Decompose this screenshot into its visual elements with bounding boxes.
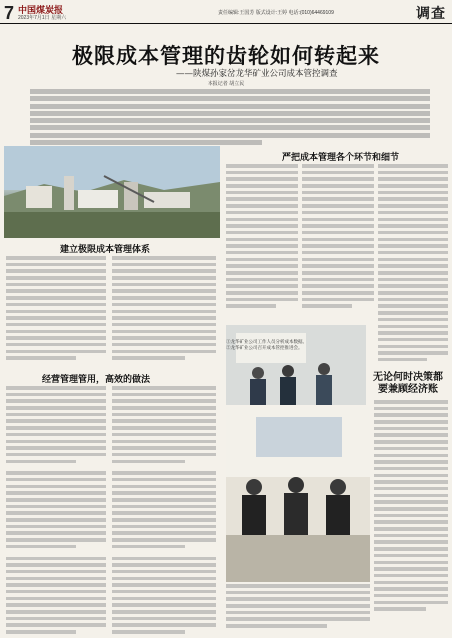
text-column-3c — [378, 164, 448, 370]
meeting-photo-1 — [226, 325, 366, 405]
section-title-1: 建立极限成本管理体系 — [60, 244, 151, 254]
text-column-3b — [302, 164, 374, 322]
article-headline: 极限成本管理的齿轮如何转起来 — [72, 45, 380, 68]
meeting-illustration-2 — [226, 407, 370, 582]
meeting-photo-2 — [226, 407, 370, 582]
text-column-3a — [226, 164, 298, 322]
section-title-2: 经营管理管用，高效的做法 — [42, 374, 151, 384]
text-column-2a — [6, 386, 106, 634]
sidebar-text — [374, 400, 448, 634]
page-number: 7 — [4, 3, 15, 23]
editor-credits: 责任编辑:王国芳 版式设计:王婷 电话:(010)64469109 — [218, 10, 334, 16]
meeting-illustration-1 — [226, 325, 366, 405]
article-subheadline: ——陕煤孙家岔龙华矿业公司成本管控调查 — [176, 69, 338, 79]
section-title-3: 严把成本管理各个环节和细节 — [282, 152, 400, 162]
masthead — [0, 0, 452, 24]
article-byline: 本报记者 胡立民 — [207, 81, 245, 87]
text-column-1b — [112, 256, 216, 364]
mine-site-photo — [4, 146, 220, 238]
caption-text-2: ②龙华矿业公司召开成本管控推进会。 — [226, 346, 303, 351]
paper-date: 2023年7月1日 星期六 — [18, 15, 67, 21]
text-column-4 — [226, 584, 370, 634]
text-column-1a — [6, 256, 106, 364]
paper-name: 中国煤炭报 — [18, 5, 64, 15]
article-lede — [30, 89, 430, 145]
caption-text-1: ①龙华矿业公司工作人员分析成本数据。 — [226, 340, 307, 345]
text-column-2b — [112, 386, 216, 634]
mine-site-illustration — [4, 146, 220, 238]
photo-caption-1 — [226, 340, 366, 352]
sidebar-title: 无论何时决策都要兼顾经济账 — [373, 372, 443, 395]
section-tag: 调查 — [416, 5, 446, 21]
